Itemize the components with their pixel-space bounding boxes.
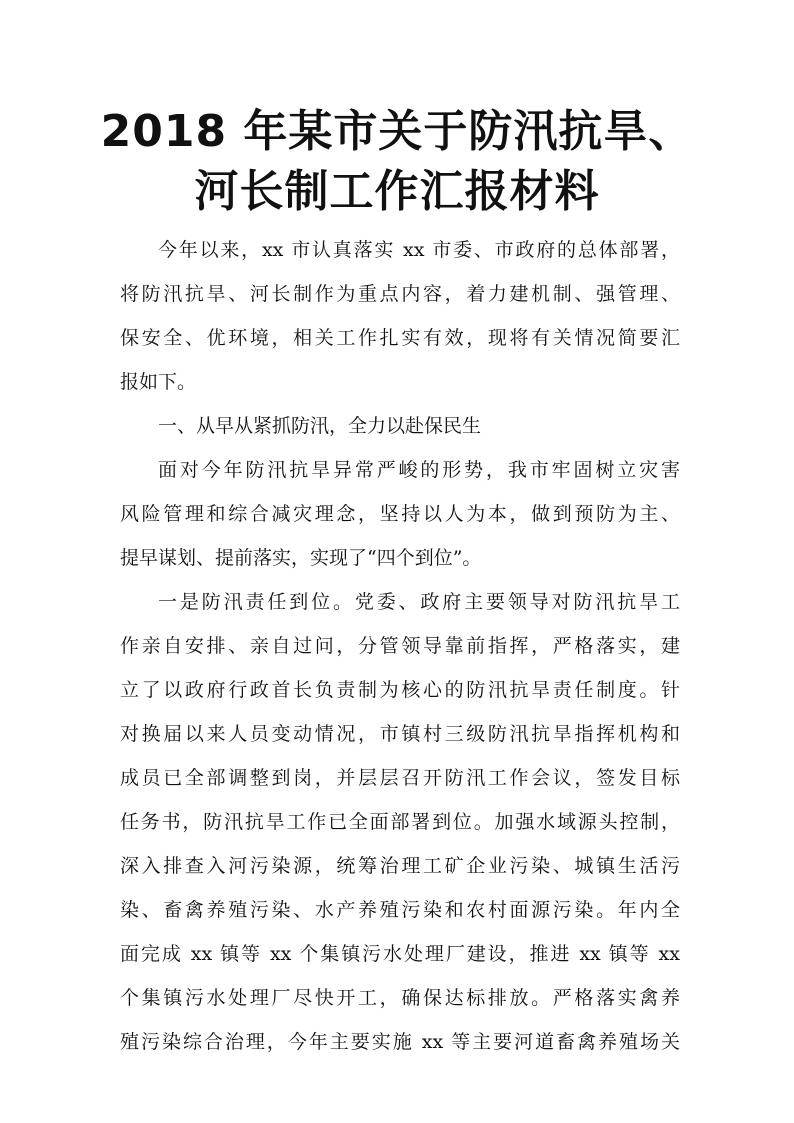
paragraph-1-line-1: 今年以来，xx 市认真落实 xx 市委、市政府的总体部署，: [158, 239, 680, 261]
paragraph-3-line-9: 面完成 xx 镇等 xx 个集镇污水处理厂建设，推进 xx 镇等 xx: [120, 943, 680, 965]
paragraph-1-line-2: 将防汛抗旱、河长制作为重点内容，着力建机制、强管理、: [120, 283, 680, 305]
paragraph-1-line-4: 报如下。: [120, 371, 197, 393]
paragraph-2-line-1: 面对今年防汛抗旱异常严峻的形势，我市牢固树立灾害: [158, 459, 680, 481]
paragraph-3-line-10: 个集镇污水处理厂尽快开工，确保达标排放。严格落实禽养: [120, 987, 680, 1009]
paragraph-3-line-11: 殖污染综合治理，今年主要实施 xx 等主要河道畜禽养殖场关: [120, 1031, 680, 1053]
paragraph-3-line-8: 染、畜禽养殖污染、水产养殖污染和农村面源污染。年内全: [120, 899, 680, 921]
document-title-line-1: 2018 年某市关于防汛抗旱、: [100, 106, 694, 157]
paragraph-2-line-3: 提早谋划、提前落实，实现了“四个到位”。: [120, 547, 482, 569]
paragraph-3-line-1: 一是防汛责任到位。党委、政府主要领导对防汛抗旱工: [158, 591, 680, 613]
paragraph-3-line-3: 立了以政府行政首长负责制为核心的防汛抗旱责任制度。针: [120, 679, 680, 701]
document-title-line-2: 河长制工作汇报材料: [194, 166, 600, 217]
paragraph-3-line-6: 任务书，防汛抗旱工作已全面部署到位。加强水域源头控制，: [120, 811, 680, 833]
paragraph-2-line-2: 风险管理和综合减灾理念，坚持以人为本，做到预防为主、: [120, 503, 680, 525]
paragraph-3-line-4: 对换届以来人员变动情况，市镇村三级防汛抗旱指挥机构和: [120, 723, 680, 745]
paragraph-1-line-3: 保安全、优环境，相关工作扎实有效，现将有关情况简要汇: [120, 327, 680, 349]
paragraph-3-line-2: 作亲自安排、亲自过问，分管领导靠前指挥，严格落实，建: [120, 635, 680, 657]
paragraph-3-line-5: 成员已全部调整到岗，并层层召开防汛工作会议，签发目标: [120, 767, 680, 789]
paragraph-3-line-7: 深入排查入河污染源，统筹治理工矿企业污染、城镇生活污: [120, 855, 680, 877]
section-heading-1: 一、从早从紧抓防汛，全力以赴保民生: [158, 415, 482, 437]
